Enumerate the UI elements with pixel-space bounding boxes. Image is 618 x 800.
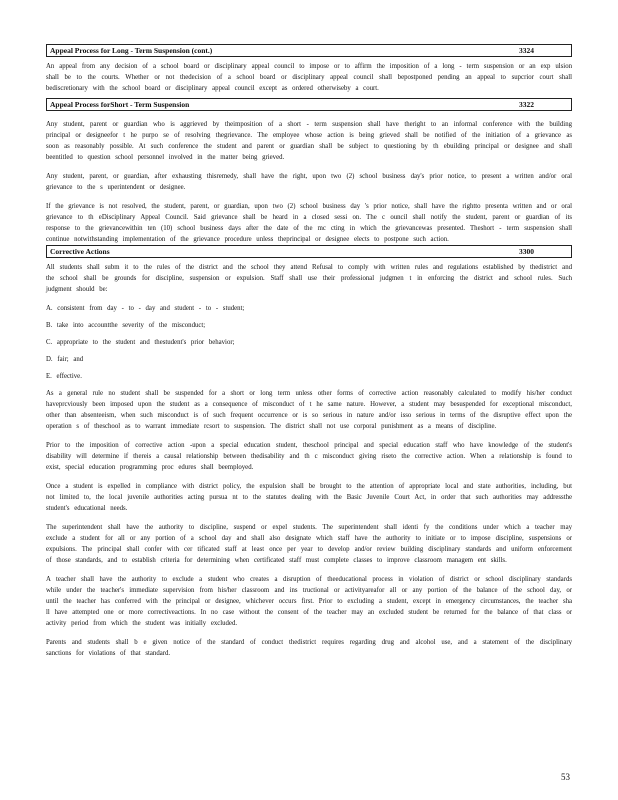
section-number: 3324 — [519, 46, 534, 55]
paragraph: Once a student is expelled in compliance with district policy, the expulsion shall be brought to the attention of appropriate local and state authorities, including, but not limited to, the local juvenile authorities acting pursua nt to the statutes dealing with the Basic Juvenile Court Act, in order that such authorities may addressthe student's educational needs. — [46, 483, 572, 512]
paragraph: Any student, parent or guardian who is aggrieved by theimposition of a short - term suspension shall have theright to an informal conference with the building principal or designeefor t he purpo se of resolving thegrievance. The employee whose action is being grieved shall be notified of the initiation of a grievance as soon as reasonably possible. At such conference the student and parent or guardian shall be subject to questioning by th ebuilding principal or designee and shall beentitled to question school personnel involved in the matter being grieved. — [46, 121, 572, 161]
list-item: E. effective. — [46, 373, 82, 380]
section-title: Appeal Process for Long - Term Suspension (cont.) — [50, 46, 213, 55]
paragraph: As a general rule no student shall be suspended for a short or long term unless other forms of corrective action reasonably calculated to modify his/her conduct haveprcviously been imposed upon the student as a consequence of misconduct of t he same nature. However, a student may besuspended for exceptional misconduct, other than absenteeism, when such misconduct is of such frequent occurrence or is so serious in nature and/or isso serious in terms of the disruptive effect upon the operation s of theschool as to warrant immediate rcsort to suspension. The district shall not use corporal punishment as a means of discipline. — [46, 390, 572, 430]
section-header-corrective-actions — [46, 245, 572, 258]
section-number: 3300 — [519, 247, 534, 256]
paragraph: An appeal from any decision of a school board or disciplinary appeal council to impose or to affirm the imposition of a long - term suspension or an exp ulsion shall be to the courts. Whether or not thedecision of a school board or disciplinary appeal council shall bepostponed pending an appeal to supcrior court shall bediscretionary with the school board or disciplinary appeal council except as ordered otherwiseby a court. — [46, 63, 572, 92]
list-item: B. take into accountthe severity of the misconduct; — [46, 322, 206, 329]
list-item: C. appropriate to the student and thestudent's prior behavior; — [46, 339, 235, 346]
list-item: D. fair; and — [46, 356, 84, 363]
section-number: 3322 — [519, 100, 534, 109]
section-title: Appeal Process forShort - Term Suspension — [50, 100, 190, 109]
section-header-appeal-short-term — [46, 98, 572, 111]
paragraph: A teacher shall have the authority to exclude a student who creates a disruption of theeducational process in violation of district or school disciplinary standards while under the teacher's immediate supervision from his/her classroom and ins tructional or activityareafor all or any portion of the balance of the school day, or until the teacher has conferred with the principal or designee, whichever occurs first. Prior to excluding a student, except in emergency circumstances, the teacher sha ll have attempted one or more correctiveactions. In no case without the consent of the teacher may an excluded student be returned for the balance of that class or activity period from which the student was initially excluded. — [46, 576, 572, 627]
page-number: 53 — [561, 772, 570, 782]
document-page — [46, 44, 572, 659]
paragraph: The superintendent shall have the authority to discipline, suspend or expel students. The superintendent shall identi fy the conditions under which a teacher may exclude a student for all or any portion of a school day and shall also designate which staff have the authority to initiate or to impose discipline, suspensions or expulsions. The principal shall confer with cer tificated staff at least once per year to develop and/or review building disciplinary standards and uniform enforcement of those standards, and to establish criteria for determining when certificated staff must complete classes to improve classroom managem ent skills. — [46, 524, 572, 564]
paragraph: Any student, parent, or guardian, after exhausting thisremedy, shall have the right, upon two (2) school business day's prior notice, to present a written and/or oral grievance to the s uperintendent or designee. — [46, 173, 572, 191]
section-header-appeal-long-term — [46, 44, 572, 57]
section-title: Corrective Actions — [50, 247, 110, 256]
paragraph: All students shall subm it to the rules of the district and the school they attend Refusal to comply with written rules and regulations established by thedistrict and the school shall be grounds for discipline, suspension or expulsion. Staff shall use their professional judgmen t in enforcing the district and school rules. Such judgment should be: — [46, 264, 572, 293]
paragraph: If the grievance is not resolved, the student, parent, or guardian, upon two (2) school business day 's prior notice, shall have the rightto presenta written and or oral grievance to th eDisciplinary Appeal Council. Said grievance shall be heard in a closed sessi on. The c ouncil shall notify the student, parent or guardian of its response to the grievancewithin ten (10) school business days after the date of the mc cting in which the grievancewas presented. Theshort - term suspension shall continue notwithstanding implementation of the grievance procedure unless theprincipal or designee elects to postpone such action. — [46, 203, 572, 243]
list-item: A. consistent from day - to - day and student - to - student; — [46, 305, 245, 312]
paragraph: Prior to the imposition of corrective action -upon a special education student, theschool principal and special education staff who have knowledge of the student's disability will determine if thereis a causal relationship between thedisability and th c misconduct giving riseto the corrective action. When a relationship is found to exist, special education programming proc edures shall beemployed. — [46, 442, 572, 471]
paragraph: Parents and students shall b e given notice of the standard of conduct thedistrict requires regarding drug and alcohol use, and a statement of the disciplinary sanctions for violations of that standard. — [46, 639, 572, 657]
